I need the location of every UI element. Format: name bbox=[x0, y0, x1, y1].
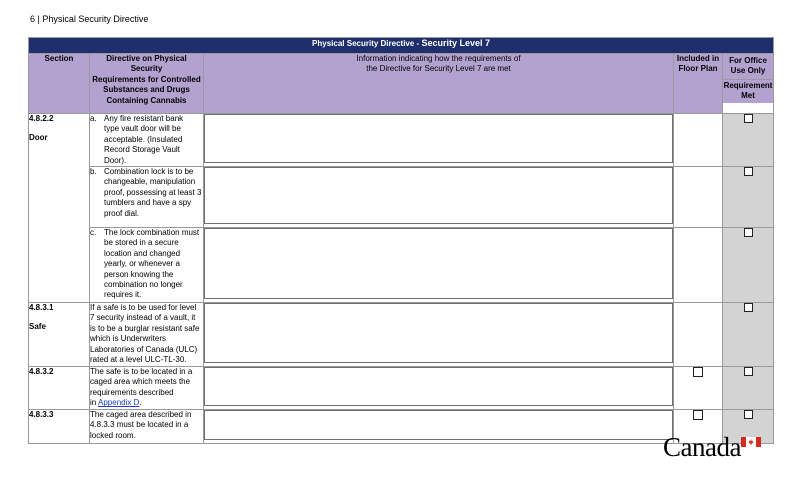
table-row bbox=[29, 303, 774, 367]
directive-text: Combination lock is to be changeable, manipulation proof, possessing at least 3 tumblers and have a spy proof dial. bbox=[104, 167, 202, 218]
header-section: Section bbox=[29, 54, 90, 114]
section-subtitle: Door bbox=[29, 133, 48, 143]
directive-text: Any fire resistant bank type vault door will be acceptable. (Insulated Record Storage Vault Door). bbox=[104, 114, 184, 165]
info-cell bbox=[204, 114, 674, 167]
info-textbox[interactable] bbox=[204, 303, 673, 363]
header-directive: Directive on Physical Security Requirements for Controlled Substances and Drugs Containing Cannabis bbox=[90, 54, 204, 114]
requirement-met-checkbox[interactable] bbox=[744, 167, 753, 176]
table-title bbox=[29, 38, 774, 54]
info-textbox[interactable] bbox=[204, 367, 673, 406]
header-office-use: For Office Use Only Requirement Met bbox=[723, 54, 774, 114]
table-title-row bbox=[29, 38, 774, 54]
item-label: b. bbox=[90, 167, 97, 177]
header-floor-plan: Included in Floor Plan bbox=[674, 54, 723, 114]
section-cell bbox=[29, 410, 90, 444]
office-cell bbox=[723, 114, 774, 167]
directive-cell bbox=[90, 303, 204, 367]
office-cell bbox=[723, 303, 774, 367]
floor-plan-checkbox[interactable] bbox=[693, 410, 703, 420]
info-cell bbox=[204, 228, 674, 303]
table-header-row bbox=[29, 54, 774, 114]
section-cell bbox=[29, 367, 90, 410]
office-cell bbox=[723, 367, 774, 410]
table-row bbox=[29, 410, 774, 444]
section-number: 4.8.3.3 bbox=[29, 410, 54, 420]
info-textbox[interactable] bbox=[204, 228, 673, 299]
floor-plan-cell bbox=[674, 303, 723, 367]
requirement-met-checkbox[interactable] bbox=[744, 410, 753, 419]
item-label: c. bbox=[90, 228, 97, 238]
info-cell bbox=[204, 303, 674, 367]
section-cell bbox=[29, 114, 90, 303]
section-number: 4.8.3.1 bbox=[29, 303, 54, 313]
section-cell bbox=[29, 303, 90, 367]
directive-text: If a safe is to be used for level 7 security instead of a vault, it is to be a burglar resistant safe which is Underwriters Laboratories of Canada (ULC) rated at a level ULC-TL-30. bbox=[90, 303, 200, 365]
page-header: 6 | Physical Security Directive bbox=[30, 14, 149, 24]
section-subtitle: Safe bbox=[29, 322, 46, 332]
requirement-met-checkbox[interactable] bbox=[744, 228, 753, 237]
title-level: Security Level 7 bbox=[421, 38, 490, 48]
directive-text: The caged area described in 4.8.3.3 must be located in a locked room. bbox=[90, 410, 192, 440]
canada-flag-icon bbox=[741, 437, 761, 447]
directive-cell bbox=[90, 410, 204, 444]
info-textbox[interactable] bbox=[204, 114, 673, 163]
section-number: 4.8.3.2 bbox=[29, 367, 54, 377]
directive-table bbox=[28, 37, 774, 444]
canada-wordmark: Canada bbox=[663, 432, 741, 462]
table-row bbox=[29, 367, 774, 410]
table-row bbox=[29, 167, 774, 228]
directive-text: The lock combination must be stored in a secure location and changed yearly, or whenever a person knowing the combination no longer requires it. bbox=[104, 228, 200, 300]
info-textbox[interactable] bbox=[204, 410, 673, 440]
floor-plan-checkbox[interactable] bbox=[693, 367, 703, 377]
info-textbox[interactable] bbox=[204, 167, 673, 224]
requirement-met-checkbox[interactable] bbox=[744, 303, 753, 312]
directive-cell bbox=[90, 228, 204, 303]
office-cell bbox=[723, 228, 774, 303]
section-number: 4.8.2.2 bbox=[29, 114, 54, 123]
directive-cell bbox=[90, 167, 204, 228]
info-cell bbox=[204, 167, 674, 228]
floor-plan-cell bbox=[674, 167, 723, 228]
floor-plan-cell bbox=[674, 228, 723, 303]
office-cell bbox=[723, 167, 774, 228]
directive-cell bbox=[90, 367, 204, 410]
requirement-met-checkbox[interactable] bbox=[744, 114, 753, 123]
table-row bbox=[29, 114, 774, 167]
header-information: Information indicating how the requirements of the Directive for Security Level 7 are met bbox=[204, 54, 674, 114]
table-row bbox=[29, 228, 774, 303]
info-cell bbox=[204, 410, 674, 444]
appendix-d-link[interactable]: Appendix D bbox=[98, 398, 140, 408]
title-main: Physical Security Directive - bbox=[312, 39, 422, 48]
info-cell bbox=[204, 367, 674, 410]
item-label: a. bbox=[90, 114, 97, 123]
directive-text: The safe is to be located in a caged area which meets the requirements described in Appendix D. bbox=[90, 367, 193, 408]
directive-cell bbox=[90, 114, 204, 167]
floor-plan-cell bbox=[674, 114, 723, 167]
requirement-met-checkbox[interactable] bbox=[744, 367, 753, 376]
floor-plan-cell bbox=[674, 367, 723, 410]
